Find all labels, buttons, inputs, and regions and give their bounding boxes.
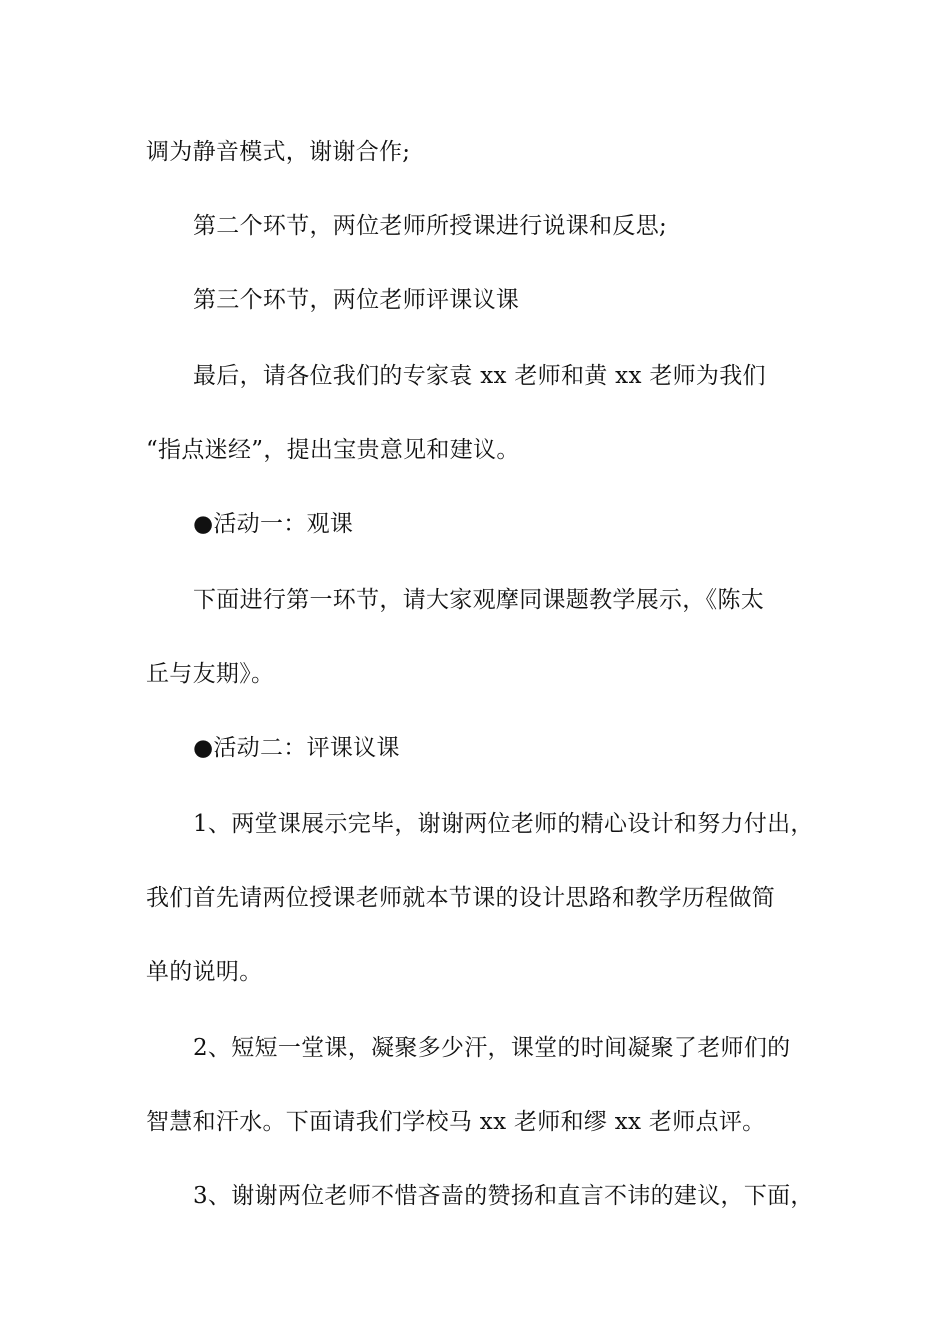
- paragraph-line: 智慧和汗水。下面请我们学校马 xx 老师和缪 xx 老师点评。: [146, 1109, 766, 1135]
- paragraph-line: 丘与友期》。: [146, 661, 275, 687]
- paragraph-line: 第二个环节，两位老师所授课进行说课和反思;: [193, 213, 668, 239]
- paragraph-line: 3、谢谢两位老师不惜吝啬的赞扬和直言不讳的建议，下面，: [193, 1183, 814, 1209]
- paragraph-line: 单的说明。: [146, 959, 263, 985]
- paragraph-line: 我们首先请两位授课老师就本节课的设计思路和教学历程做简: [146, 885, 776, 911]
- paragraph-line: 第三个环节，两位老师评课议课: [193, 287, 520, 313]
- paragraph-line: 调为静音模式，谢谢合作;: [146, 139, 411, 165]
- paragraph-line: “指点迷经”，提出宝贵意见和建议。: [146, 437, 520, 463]
- section-heading: ●活动二：评课议课: [193, 735, 400, 761]
- paragraph-line: 最后，请各位我们的专家袁 xx 老师和黄 xx 老师为我们: [193, 363, 766, 389]
- paragraph-line: 2、短短一堂课，凝聚多少汗，课堂的时间凝聚了老师们的: [193, 1035, 791, 1061]
- paragraph-line: 1、两堂课展示完毕，谢谢两位老师的精心设计和努力付出，: [193, 811, 814, 837]
- paragraph-line: 下面进行第一环节，请大家观摩同课题教学展示，《陈太: [193, 587, 764, 613]
- section-heading: ●活动一：观课: [193, 511, 354, 537]
